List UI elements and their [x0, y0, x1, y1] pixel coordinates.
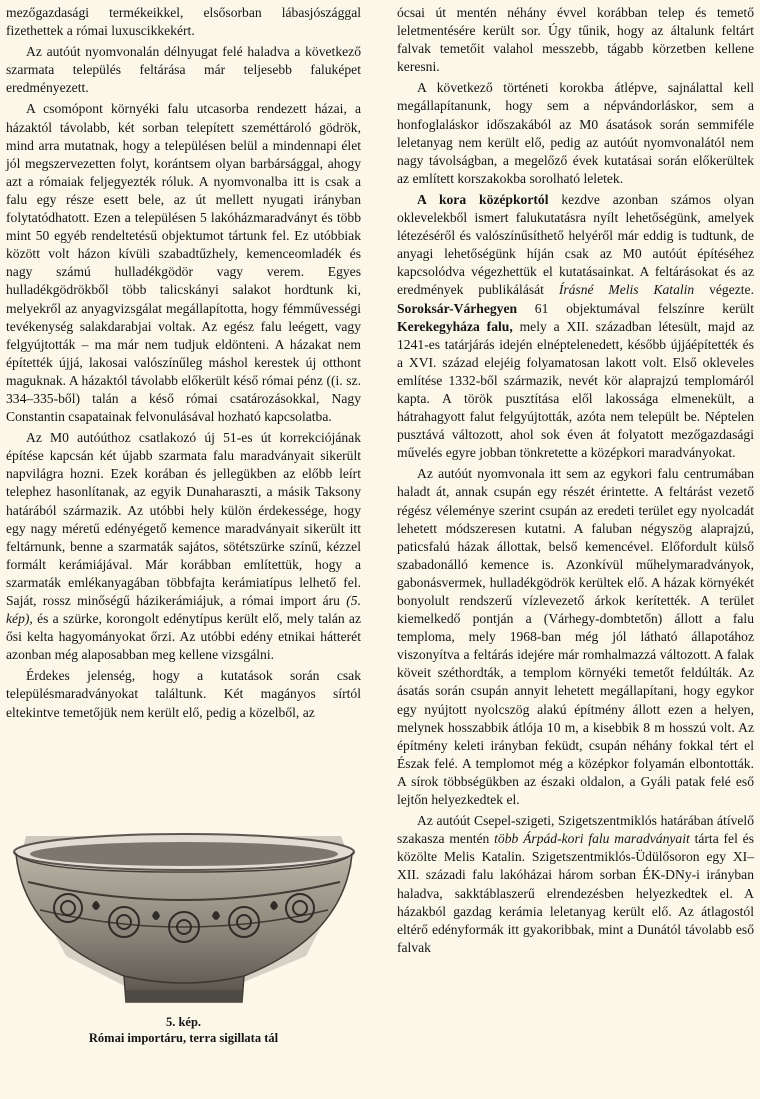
paragraph: Érdekes jelenség, hogy a kutatások során csak településmaradványokat találtunk. Két magányos sírtól eltekintve temetőjük nem került elő, pedig a közelből, az	[6, 668, 361, 720]
text-run: tárta fel és közölte Melis Katalin. Szigetszentmiklós-Üdülősoron egy XI–XII. századi falu lakóházai három sorban ÉK-DNy-i irányban haladva, sakktáblaszerű elrendezésben helyezkedtek el. A házakból gazdag kerámia leletanyag került elő. Az átlagostól eltérő edényformák itt gyakoribbak, mint a Dunától távolabb eső falvak	[397, 831, 754, 955]
text-run: Az M0 autóúthoz csatlakozó új 51-es út korrekciójának építése kapcsán két újabb szarmata falu maradványait sikerült napvilágra hozni. Ezek korában és jellegükben az előbb leírt telephez hasonlítanak, az egyik Dunaharaszti, a másik Taksony határából származik. Az utóbbi hely külön érdekessége, hogy egy nagy méretű edényégető kemence maradványait sikerült itt feltárnunk, benne a szarmaták sajátos, sötétszürke színű, kézzel formált kerámiájával. Már korábban említettük, hogy a szarmaták emlékanyagában többfajta kerámiatípus lelhető fel. Saját, rossz minőségű házikerámiájuk, a római import áru	[6, 430, 361, 608]
left-column	[6, 4, 361, 725]
paragraph: mezőgazdasági termékeikkel, elsősorban lábasjószággal fizethettek a római luxuscikkekért.	[6, 5, 361, 39]
author-name: Írásné Melis Katalin	[558, 282, 695, 298]
bold-term: Kerekegyháza falu,	[397, 318, 513, 334]
paragraph	[397, 812, 754, 957]
figure-caption-text: Római importáru, terra sigillata tál	[88, 1031, 279, 1045]
paragraph: ócsai út mentén néhány évvel korábban telep és temető leletmentésére került sor. Úgy tűnik, hogy az általunk feltárt falvak temetőit valahol messzebb, tágabb körzetben kellene keresni.	[397, 5, 754, 75]
paragraph	[397, 191, 754, 462]
text-run: végezte.	[694, 282, 754, 298]
bold-term: Soroksár-Várhegyen	[397, 300, 518, 316]
terra-sigillata-bowl-photo	[6, 826, 361, 1012]
paragraph: A következő történeti korokba átlépve, sajnálattal kell megállapítanunk, hogy sem a népvándorláskor, sem a honfoglaláskor időszakából az M0 ásatások során semmiféle leletanyag nem került elő, pedig az autóút nyomvonalától nem nagy távolságban, a megelőző évek kutatásai során előkerültek az említett korszakokba sorolható leletek.	[397, 80, 754, 186]
paragraph: Az autóút nyomvonalán délnyugat felé haladva a következő szarmata település feltárása már teljesebb faluképet eredményezett.	[6, 44, 361, 96]
right-column	[397, 4, 754, 960]
figure-caption	[6, 1014, 361, 1046]
text-run: kezdve azonban számos olyan oklevelekből ismert falukutatásra nyílt lehetőségünk, amelyek létezéséről és valószínűsíthető helyéről már eddig is tudtunk, de anyagi lehetőségünk híján csak az M0 autóút építéséhez kapcsolódva végezhettük el kutatásainkat. A feltárásokat és az eredmények publikálását	[397, 191, 755, 298]
text-run: 61 objektumával felszínre került	[517, 300, 754, 316]
figure-reference: (5. kép),	[6, 593, 361, 627]
text-run: mely a XII. században létesült, majd az 1241-es tatárjárás idején elnéptelenedett, később újjáépítették és a XVI. század elejéig folyamatosan lakott volt. Első okleveles említése 1332-ből származik, nevét kör alaprajzú templomáról kapta. A török pusztítása elől lakossága elmenekült, a hátrahagyott falut felgyújtották, azóta nem települt be. Néptelen pusztává változott, ahol sok éven át folyatott mezőgazdasági művelés egyre jobban tönkretette a középkori maradványokat.	[397, 318, 755, 461]
paragraph	[6, 429, 361, 664]
text-run: és a szürke, korongolt edénytípus került elő, mely talán az ősi kelta hagyományokat őrzi. Az utóbbi edény etnikai hátterét azonban még alaposabban meg kellene vizsgálni.	[6, 611, 361, 663]
paragraph: A csomópont környéki falu utcasorba rendezett házai, a házaktól távolabb, két sorban telepített szeméttároló gödrök, mind arra mutatnak, hogy a településen belül a mindennapi élet jól megszervezetten folyt, korántsem olyan barbársággal, ahogy azt a rómaiak feljegyezték róluk. A nyomvonalba itt is csak a falu egy része esett bele, az út mellett nyugati irányban folytatódhatott. Ezen a településen 5 lakóházmaradványt és több mint 50 egyéb rendeltetésű objektumot tártunk fel. Ez utóbbiak között volt házon kívüli szabadtűzhely, kemenceomladék és nagy számú hulladékgödör vagy verem. Egyes hulladékgödrökből több talicskányi salakot hordtunk ki, melyekről az anyagvizsgálat megállapította, hogy fémművességi tevékenység salakdarabjai voltak. Az egész falu leégett, vagy felgyújtották – ma már nem tudjuk eldönteni. A házakat nem építették újjá, lakosai valószínűleg máshol kerestek új otthont maguknak. A házaktól távolabb előkerült késő római pénz ((i. sz. 334–335-ből) talán a késő római csatározásokkal, Nagy Constantin csapatainak felvonulásával hozható kapcsolatba.	[6, 101, 361, 425]
bold-term: A kora középkortól	[417, 191, 549, 207]
figure-5	[6, 826, 361, 1066]
italic-phrase: több Árpád-kori falu maradványait	[494, 831, 690, 847]
paragraph: Az autóút nyomvonala itt sem az egykori falu centrumában haladt át, annak csupán egy részét érintette. A feltárást vezető régész véleménye szerint csupán az eredeti terület egy nyolcadát lehetett módszeresen kutatni. A faluban négyszög alaprajzú, paticsfalú házak állottak, belső kemencével. Előfordult külső szabadonálló kemence is. Azonkívül műhelymaradványok, gabonásvermek, hulladékgödrök kerültek elő. A házak környékét bonyolult rendszerű vízlevezető árkok kerítették. A terület kiemelkedő pontján a (Várhegy-dombtetőn) állott a falu temploma, mely 1968-ban még jól látható állapotához viszonyítva a feltárás idejére már romhalmazzá változott. A falak köveit széthordták, a templom környéki temetőt feldúlták. Az ásatás során csupán annyit lehetett megállapítani, hogy egykor egy nyújtott nyolcszög alakú építmény állott ezen a helyen, melynek hosszabbik átlója 10 m, a kisebbik 8 m hosszú volt. Az építmény keleti irányban feküdt, csupán néhány fokkal tért el Észak felé. A templomot még a középkor folyamán elbontották. A sírok többségükben az északi oldalon, a Gyáli patak felé eső lejtőn helyezkedtek el.	[397, 466, 754, 808]
text-run: Az autóút Csepel-szigeti, Szigetszentmiklós határában átívelő szakasza mentén	[397, 813, 754, 847]
figure-label: 5. kép.	[165, 1015, 202, 1029]
